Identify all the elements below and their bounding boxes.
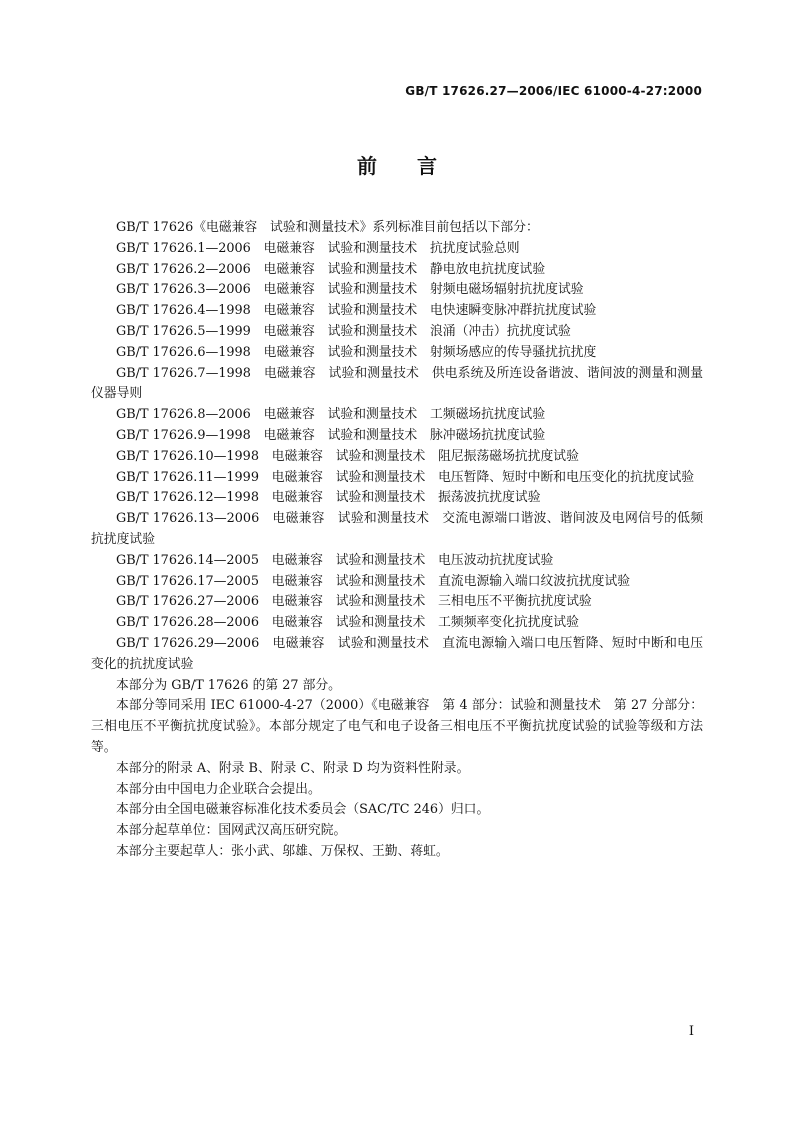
page-title: 前言: [357, 154, 477, 178]
standard-list-item: GB/T 17626.7—1998 电磁兼容 试验和测量技术 供电系统及所连设备谐波、谐间波的测量和测量仪器导则: [91, 365, 703, 402]
drafters-paragraph: 本部分主要起草人：张小武、邬雄、万保权、王勤、蒋虹。: [116, 843, 449, 859]
standard-list-item: GB/T 17626.10—1998 电磁兼容 试验和测量技术 阻尼振荡磁场抗扰度试验: [116, 448, 579, 464]
committee-paragraph: 本部分由全国电磁兼容标准化技术委员会（SAC/TC 246）归口。: [116, 802, 490, 818]
foreword-body: [91, 218, 703, 863]
adoption-paragraph: 本部分等同采用 IEC 61000-4-27（2000）《电磁兼容 第 4 部分：试验和测量技术 第 27 分部分：三相电压不平衡抗扰度试验》。本部分规定了电气和电子设备三相电压不平衡抗扰度试验的试验等级和方法等。: [91, 698, 703, 755]
standard-list-item: GB/T 17626.8—2006 电磁兼容 试验和测量技术 工频磁场抗扰度试验: [116, 407, 546, 423]
standard-list-item: GB/T 17626.27—2006 电磁兼容 试验和测量技术 三相电压不平衡抗扰度试验: [116, 594, 592, 610]
page-number: I: [688, 1024, 694, 1039]
intro-paragraph: GB/T 17626《电磁兼容 试验和测量技术》系列标准目前包括以下部分：: [116, 220, 539, 235]
standard-list-item: GB/T 17626.1—2006 电磁兼容 试验和测量技术 抗扰度试验总则: [116, 240, 520, 256]
standard-list-item: GB/T 17626.28—2006 电磁兼容 试验和测量技术 工频频率变化抗扰度试验: [116, 615, 579, 631]
standard-list-item: GB/T 17626.4—1998 电磁兼容 试验和测量技术 电快速瞬变脉冲群抗扰度试验: [116, 303, 597, 319]
standard-list-item: GB/T 17626.13—2006 电磁兼容 试验和测量技术 交流电源端口谐波、谐间波及电网信号的低频抗扰度试验: [91, 511, 703, 547]
standard-list-item: GB/T 17626.5—1999 电磁兼容 试验和测量技术 浪涌（冲击）抗扰度试验: [116, 323, 571, 339]
drafting-unit-paragraph: 本部分起草单位：国网武汉高压研究院。: [116, 823, 347, 839]
standard-list-item: GB/T 17626.29—2006 电磁兼容 试验和测量技术 直流电源输入端口电压暂降、短时中断和电压变化的抗扰度试验: [91, 635, 703, 672]
annex-paragraph: 本部分的附录 A、附录 B、附录 C、附录 D 均为资料性附录。: [116, 760, 470, 776]
standard-code-header: GB/T 17626.27—2006/IEC 61000-4-27:2000: [405, 84, 702, 98]
standard-list-item: GB/T 17626.12—1998 电磁兼容 试验和测量技术 振荡波抗扰度试验: [116, 490, 541, 506]
standard-list-item: GB/T 17626.6—1998 电磁兼容 试验和测量技术 射频场感应的传导骚扰抗扰度: [116, 344, 597, 360]
proposer-paragraph: 本部分由中国电力企业联合会提出。: [116, 781, 321, 797]
standard-list-item: GB/T 17626.2—2006 电磁兼容 试验和测量技术 静电放电抗扰度试验: [116, 261, 546, 277]
standard-list-item: GB/T 17626.14—2005 电磁兼容 试验和测量技术 电压波动抗扰度试验: [116, 552, 554, 568]
standard-list-item: GB/T 17626.11—1999 电磁兼容 试验和测量技术 电压暂降、短时中断和电压变化的抗扰度试验: [116, 469, 695, 485]
part-number-paragraph: 本部分为 GB/T 17626 的第 27 部分。: [116, 677, 341, 693]
standard-list-item: GB/T 17626.17—2005 电磁兼容 试验和测量技术 直流电源输入端口纹波抗扰度试验: [116, 573, 631, 589]
standard-list-item: GB/T 17626.3—2006 电磁兼容 试验和测量技术 射频电磁场辐射抗扰度试验: [116, 282, 584, 298]
standard-list-item: GB/T 17626.9—1998 电磁兼容 试验和测量技术 脉冲磁场抗扰度试验: [116, 427, 546, 443]
standards-list: [91, 239, 703, 676]
